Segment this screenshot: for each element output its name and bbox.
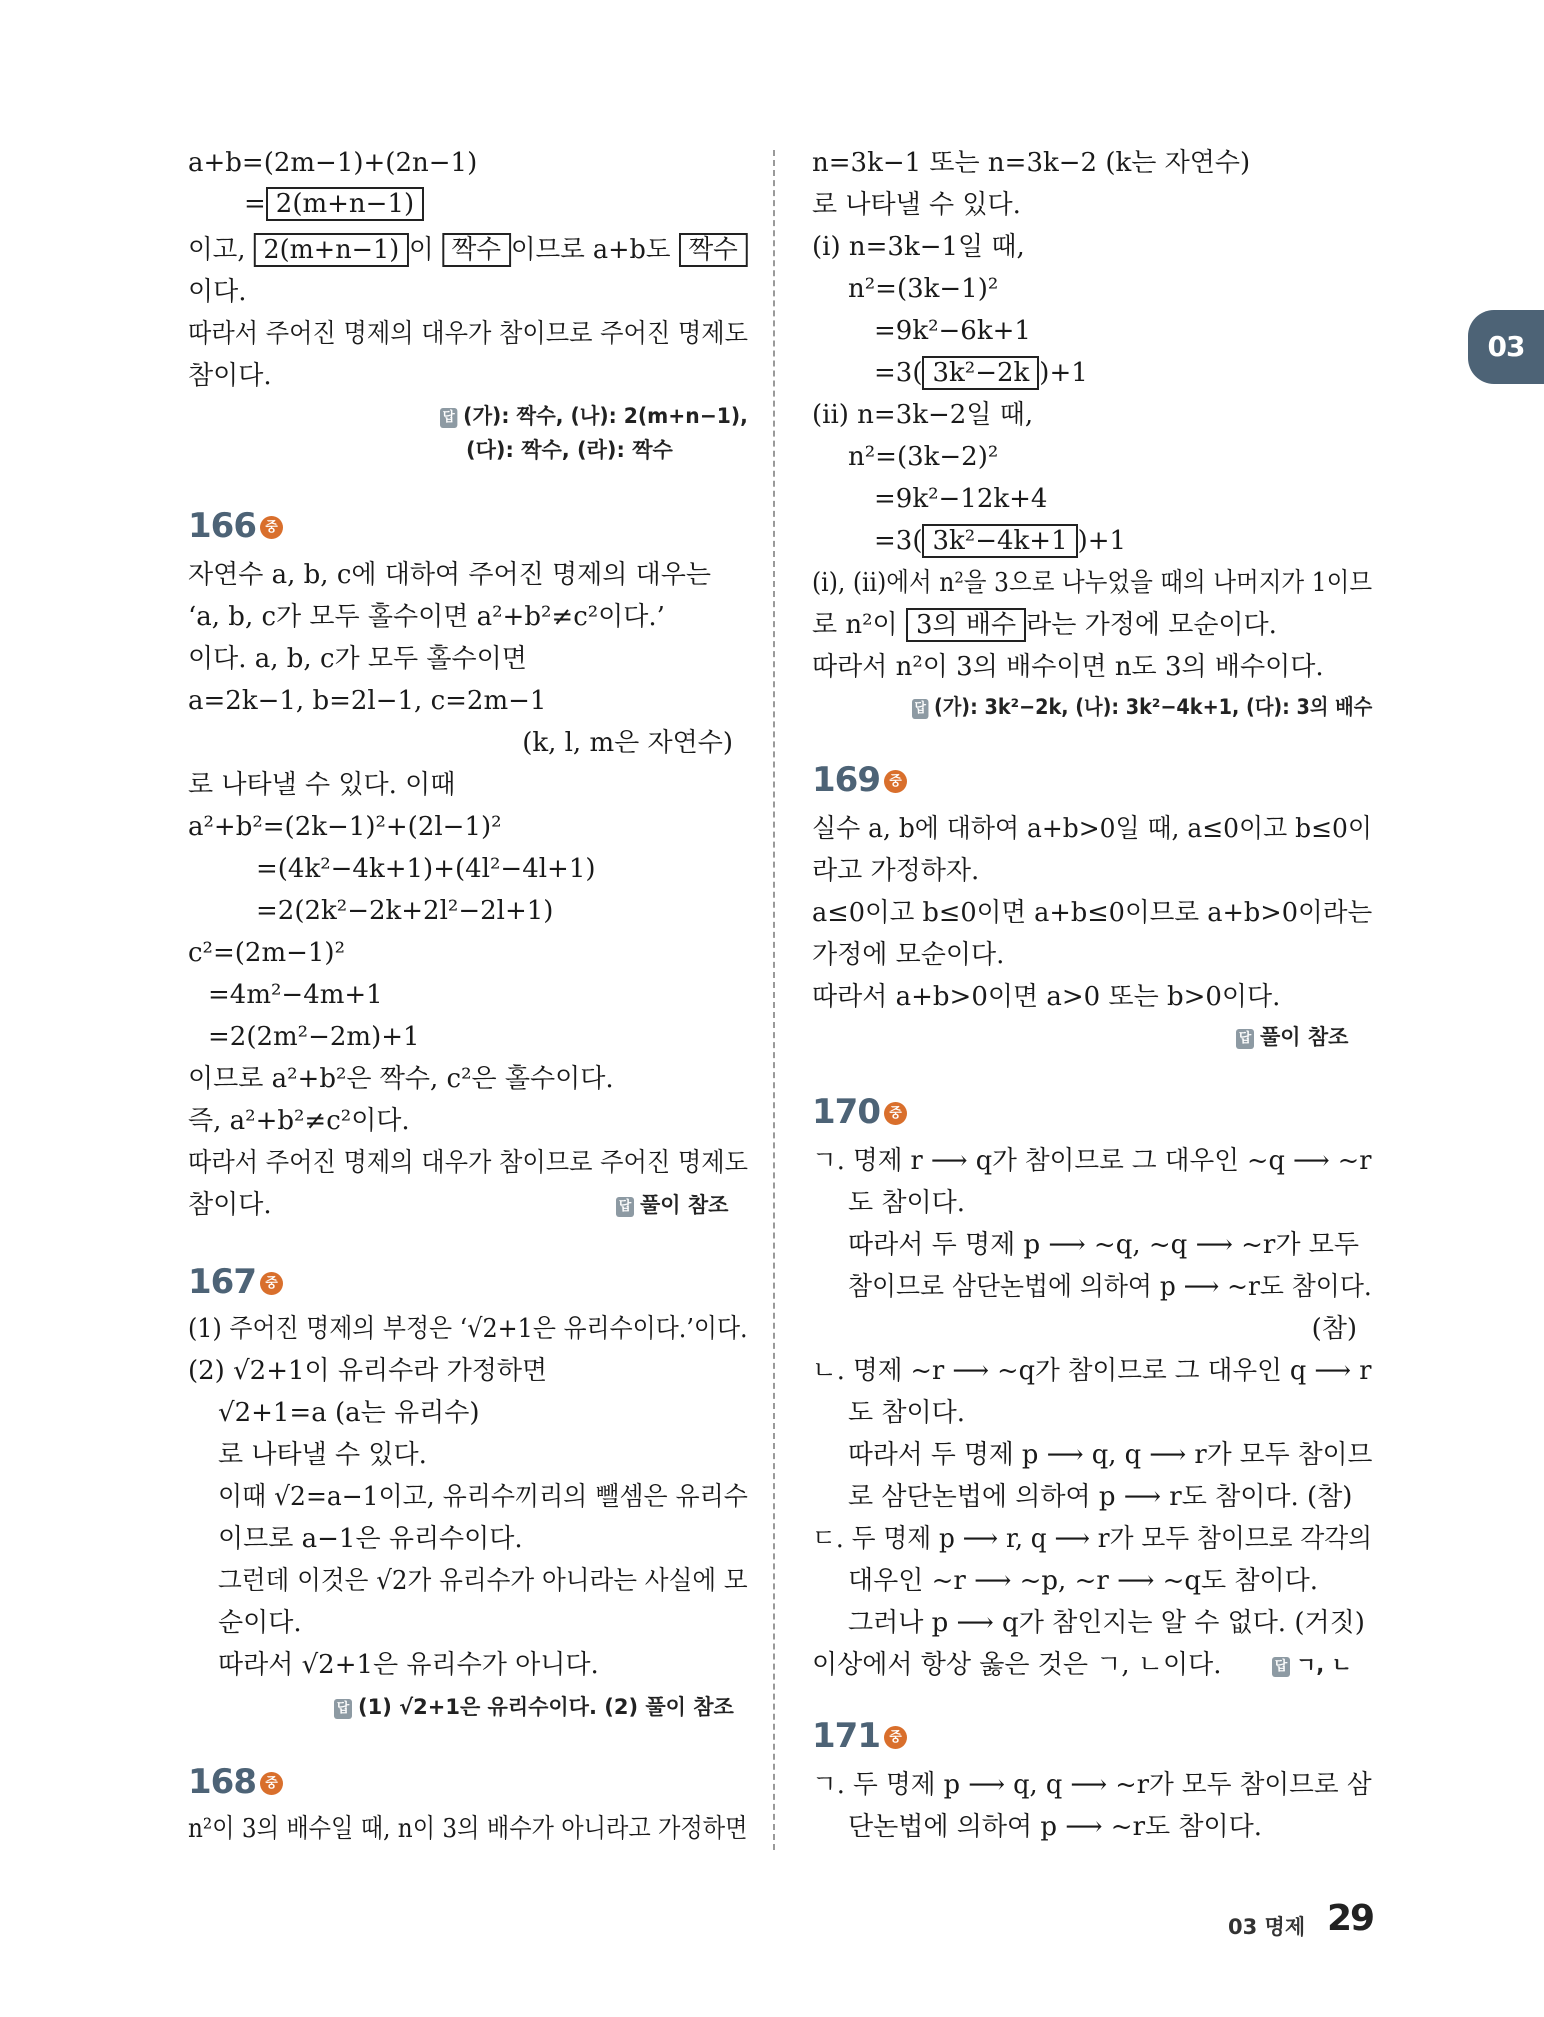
- eq-line-boxed: [874, 356, 1088, 390]
- answer-text: 풀이 참조: [640, 1193, 729, 1217]
- text-line: a≤0이고 b≤0이면 a+b≤0이므로 a+b>0이라는: [812, 898, 1373, 928]
- text-line: (참): [1311, 1314, 1357, 1344]
- answer-tag-icon: 답: [334, 1699, 352, 1719]
- text-line: ㄱ. 명제 r ⟶ q가 참이므로 그 대우인 ~q ⟶ ~r: [812, 1146, 1372, 1176]
- answer-tag-icon: 답: [1236, 1029, 1254, 1049]
- answer-line: [1272, 1650, 1352, 1680]
- eq-line: =2(2k²−2k+2l²−2l+1): [256, 896, 554, 926]
- text-line: (i) n=3k−1일 때,: [812, 232, 1025, 262]
- answer-box: 3k²−4k+1: [922, 524, 1077, 558]
- text-line: (1) 주어진 명제의 부정은 ‘√2+1은 유리수이다.’이다.: [188, 1314, 748, 1344]
- text-line: 실수 a, b에 대하여 a+b>0일 때, a≤0이고 b≤0이: [812, 814, 1372, 844]
- answer-line: [440, 401, 748, 431]
- text-line: 참이다.: [188, 361, 272, 391]
- text-line: 이때 √2=a−1이고, 유리수끼리의 뺄셈은 유리수: [218, 1482, 748, 1512]
- text-line: 도 참이다.: [848, 1188, 965, 1218]
- problem-number-text: 169: [812, 760, 880, 800]
- text-line: 따라서 n²이 3의 배수이면 n도 3의 배수이다.: [812, 652, 1324, 682]
- answer-line: [1236, 1022, 1348, 1052]
- answer-box: 짝수: [679, 233, 748, 267]
- text-line: 라고 가정하자.: [812, 856, 980, 886]
- text-line: 따라서 두 명제 p ⟶ q, q ⟶ r가 모두 참이므: [848, 1440, 1373, 1470]
- answer-text: (가): 3k²−2k, (나): 3k²−4k+1, (다): 3의 배수: [933, 695, 1373, 719]
- level-badge-icon: 중: [884, 1726, 907, 1749]
- eq-line: =9k²−6k+1: [874, 316, 1031, 346]
- text-line: [188, 233, 748, 267]
- text-line: 따라서 두 명제 p ⟶ ~q, ~q ⟶ ~r가 모두: [848, 1230, 1359, 1260]
- level-badge-icon: 중: [884, 1102, 907, 1125]
- page-number: 29: [1327, 1898, 1374, 1939]
- answer-box: 2(m+n−1): [266, 187, 424, 221]
- text-run: )+1: [1077, 526, 1127, 556]
- text-line: 이므로 a−1은 유리수이다.: [218, 1524, 523, 1554]
- problem-number: [812, 1092, 907, 1132]
- eq-line: a=2k−1, b=2l−1, c=2m−1: [188, 686, 547, 716]
- text-line: 가정에 모순이다.: [812, 940, 1005, 970]
- text-line: 이상에서 항상 옳은 것은 ㄱ, ㄴ이다.: [812, 1650, 1222, 1680]
- text-line: [812, 608, 1277, 642]
- text-line: 순이다.: [218, 1608, 302, 1638]
- answer-line: (다): 짝수, (라): 짝수: [466, 438, 673, 462]
- text-run: 이: [409, 235, 442, 265]
- text-line: 따라서 a+b>0이면 a>0 또는 b>0이다.: [812, 982, 1281, 1012]
- answer-tag-icon: 답: [1272, 1657, 1290, 1677]
- answer-line: [912, 692, 1372, 722]
- text-run: 라는 가정에 모순이다.: [1026, 610, 1277, 640]
- answer-line: [334, 1692, 734, 1722]
- text-run: )+1: [1039, 358, 1088, 388]
- eq-line: √2+1=a (a는 유리수): [218, 1398, 480, 1428]
- text-run: 이므로 a+b도: [510, 235, 679, 265]
- eq-line: c²=(2m−1)²: [188, 938, 346, 968]
- text-line: ‘a, b, c가 모두 홀수이면 a²+b²≠c²이다.’: [188, 602, 665, 632]
- text-line: 그러나 p ⟶ q가 참인지는 알 수 없다. (거짓): [848, 1608, 1365, 1638]
- answer-text: (1) √2+1은 유리수이다. (2) 풀이 참조: [358, 1695, 734, 1719]
- problem-number: [812, 1716, 907, 1756]
- text-line: 그런데 이것은 √2가 유리수가 아니라는 사실에 모: [218, 1566, 748, 1596]
- answer-text: ㄱ, ㄴ: [1296, 1653, 1352, 1677]
- footer-chapter-title: 03 명제: [1228, 1915, 1306, 1939]
- eq-line: n²=(3k−1)²: [848, 274, 999, 304]
- answer-line: [616, 1190, 728, 1220]
- eq-line: =2(2m²−2m)+1: [208, 1022, 420, 1052]
- problem-number: [188, 506, 283, 546]
- problem-number-text: 171: [812, 1716, 880, 1756]
- answer-box: 3의 배수: [906, 608, 1026, 642]
- text-line: 이다. a, b, c가 모두 홀수이면: [188, 644, 527, 674]
- problem-number: [188, 1762, 283, 1802]
- text-run: 이고,: [188, 235, 254, 265]
- eq-line-boxed: [244, 187, 424, 221]
- text-line: 따라서 주어진 명제의 대우가 참이므로 주어진 명제도: [188, 319, 748, 349]
- problem-number: [812, 760, 907, 800]
- text-line: 즉, a²+b²≠c²이다.: [188, 1106, 410, 1136]
- column-divider: [773, 150, 775, 1850]
- answer-tag-icon: 답: [912, 699, 928, 719]
- answer-tag-icon: 답: [440, 408, 457, 428]
- text-line: (ii) n=3k−2일 때,: [812, 400, 1034, 430]
- level-badge-icon: 중: [260, 516, 283, 539]
- text-line: (2) √2+1이 유리수라 가정하면: [188, 1356, 548, 1386]
- text-line: 대우인 ~r ⟶ ~p, ~r ⟶ ~q도 참이다.: [848, 1566, 1319, 1596]
- text-line: n²이 3의 배수일 때, n이 3의 배수가 아니라고 가정하면: [188, 1814, 748, 1844]
- text-line: 따라서 √2+1은 유리수가 아니다.: [218, 1650, 599, 1680]
- eq-line-boxed: [874, 524, 1126, 558]
- chapter-tab: 03: [1468, 310, 1544, 384]
- text-run: =3(: [874, 526, 923, 556]
- eq-line: n²=(3k−2)²: [848, 442, 999, 472]
- answer-text: (가): 짝수, (나): 2(m+n−1),: [463, 404, 748, 428]
- answer-tag-icon: 답: [616, 1197, 634, 1217]
- text-line: 도 참이다.: [848, 1398, 965, 1428]
- text-line: (k, l, m은 자연수): [522, 728, 733, 758]
- text-line: 참이다.: [188, 1190, 272, 1220]
- text-line: 참이므로 삼단논법에 의하여 p ⟶ ~r도 참이다.: [848, 1272, 1372, 1302]
- eq-line: =(4k²−4k+1)+(4l²−4l+1): [256, 854, 596, 884]
- answer-box: 짝수: [442, 233, 511, 267]
- text-run: 로 n²이: [812, 610, 906, 640]
- problem-number-text: 167: [188, 1262, 256, 1302]
- eq-line: a+b=(2m−1)+(2n−1): [188, 148, 478, 178]
- text-line: ㄷ. 두 명제 p ⟶ r, q ⟶ r가 모두 참이므로 각각의: [812, 1524, 1373, 1554]
- answer-text: 풀이 참조: [1260, 1025, 1349, 1049]
- text-line: (i), (ii)에서 n²을 3으로 나누었을 때의 나머지가 1이므: [812, 568, 1373, 598]
- level-badge-icon: 중: [260, 1272, 283, 1295]
- eq-line: =9k²−12k+4: [874, 484, 1048, 514]
- text-line: 로 나타낼 수 있다.: [812, 190, 1021, 220]
- text-line: 로 나타낼 수 있다. 이때: [188, 770, 456, 800]
- answer-box: 2(m+n−1): [254, 233, 409, 267]
- text-line: 이다.: [188, 277, 247, 307]
- text-line: 따라서 주어진 명제의 대우가 참이므로 주어진 명제도: [188, 1148, 748, 1178]
- problem-number-text: 168: [188, 1762, 256, 1802]
- eq-line: =4m²−4m+1: [208, 980, 383, 1010]
- text-line: 로 나타낼 수 있다.: [218, 1440, 427, 1470]
- problem-number-text: 166: [188, 506, 256, 546]
- answer-box: 3k²−2k: [922, 356, 1039, 390]
- level-badge-icon: 중: [260, 1772, 283, 1795]
- text-run: =3(: [874, 358, 923, 388]
- eq-sign: =: [244, 189, 266, 219]
- text-line: n=3k−1 또는 n=3k−2 (k는 자연수): [812, 148, 1251, 178]
- text-line: ㄴ. 명제 ~r ⟶ ~q가 참이므로 그 대우인 q ⟶ r: [812, 1356, 1372, 1386]
- problem-number-text: 170: [812, 1092, 880, 1132]
- eq-line: a²+b²=(2k−1)²+(2l−1)²: [188, 812, 502, 842]
- problem-number: [188, 1262, 283, 1302]
- text-line: 단논법에 의하여 p ⟶ ~r도 참이다.: [848, 1812, 1262, 1842]
- text-line: ㄱ. 두 명제 p ⟶ q, q ⟶ ~r가 모두 참이므로 삼: [812, 1770, 1372, 1800]
- text-line: 자연수 a, b, c에 대하여 주어진 명제의 대우는: [188, 560, 711, 590]
- text-line: 이므로 a²+b²은 짝수, c²은 홀수이다.: [188, 1064, 614, 1094]
- level-badge-icon: 중: [884, 770, 907, 793]
- text-line: 로 삼단논법에 의하여 p ⟶ r도 참이다. (참): [848, 1482, 1353, 1512]
